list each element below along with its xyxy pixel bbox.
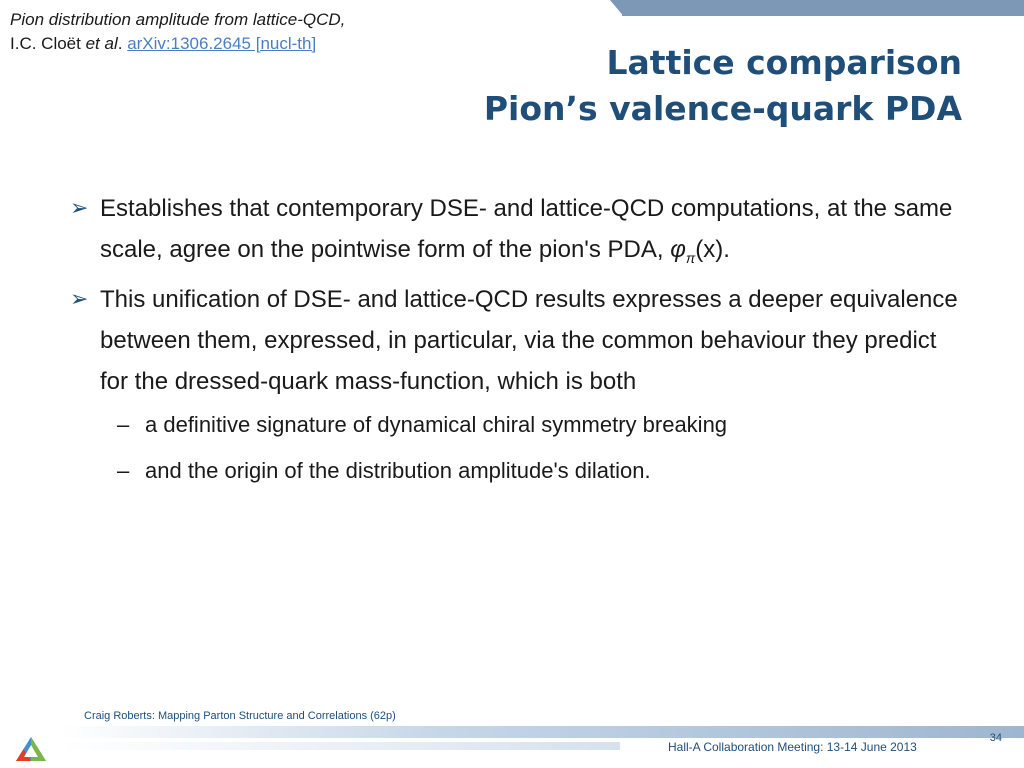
slide-number: 34 — [989, 732, 1002, 744]
pi-subscript: π — [685, 249, 696, 266]
sub-bullet-text: and the origin of the distribution amplitude's dilation. — [145, 457, 651, 483]
dash-bullet-icon: – — [117, 411, 130, 437]
bullet-text: This unification of DSE- and lattice-QCD results expresses a deeper equivalence between them, expressed, in particular, via the common behaviour they predict for the dressed-quark mass-function, which is both — [100, 285, 958, 395]
slide-title — [484, 40, 962, 132]
citation-authors-name: I.C. Cloët — [10, 34, 86, 53]
argonne-logo-icon — [14, 735, 48, 763]
dash-bullet-icon: – — [117, 457, 130, 483]
slide-content — [70, 188, 970, 494]
citation-authors-dot: . — [117, 34, 128, 53]
phi-symbol: φ — [670, 236, 686, 263]
bullet-item — [70, 188, 970, 279]
sub-bullet-text: a definitive signature of dynamical chiral symmetry breaking — [145, 411, 728, 437]
bullet-text-after: (x). — [695, 236, 730, 263]
citation-et-al: et al — [85, 34, 118, 53]
citation-paper-title: Pion distribution amplitude from lattice-QCD, — [10, 10, 346, 29]
footer-meeting: Hall-A Collaboration Meeting: 13-14 June 2013 — [668, 740, 917, 754]
footer-presenter: Craig Roberts: Mapping Parton Structure and Correlations (62p) — [84, 710, 396, 722]
citation-arxiv-link[interactable]: arXiv:1306.2645 [nucl-th] — [127, 34, 317, 53]
footer-decoration-band — [60, 726, 1024, 738]
slide-title-line-1: Lattice comparison — [606, 43, 962, 82]
sub-bullet-item — [70, 402, 970, 448]
bullet-text — [100, 188, 970, 279]
bullet-text-before: Establishes that contemporary DSE- and lattice-QCD computations, at the same scale, agree on the pointwise form of the pion's PDA, — [100, 195, 953, 263]
footer-decoration-band-lower — [60, 742, 620, 750]
top-decoration-bar — [622, 0, 1024, 16]
citation-authors — [10, 34, 316, 53]
arrow-bullet-icon: ➢ — [70, 196, 89, 221]
sub-bullet-item — [70, 448, 970, 494]
arrow-bullet-icon: ➢ — [70, 286, 89, 312]
slide-title-line-2: Pion’s valence-quark PDA — [483, 89, 962, 128]
bullet-item — [70, 279, 970, 402]
citation — [10, 8, 490, 56]
